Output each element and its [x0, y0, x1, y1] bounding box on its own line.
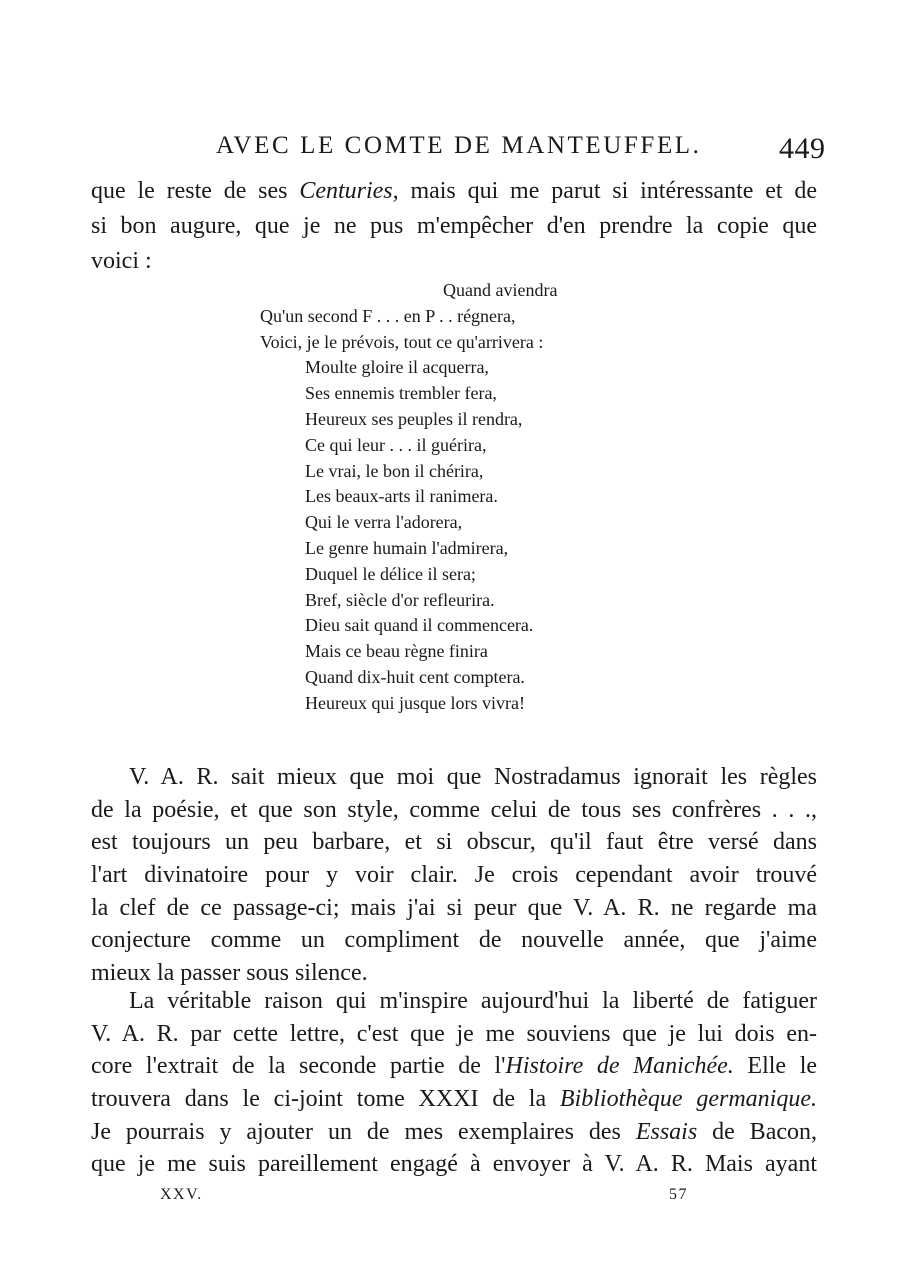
text-line: V. A. R. par cette lettre, c'est que je me souviens que je lui dois en-: [91, 1020, 817, 1047]
text-line: de la poésie, et que son style, comme celui de tous ses confrères . . .,: [91, 796, 817, 823]
italic-title-centuries: Centuries,: [299, 178, 399, 204]
poem-line: Le genre humain l'admirera,: [305, 537, 509, 558]
poem-line: Moulte gloire il acquerra,: [305, 357, 489, 378]
text-line: [91, 174, 817, 209]
poem-line: Ce qui leur . . . il guérira,: [305, 434, 487, 455]
poem-line: Quand dix-huit cent comptera.: [305, 666, 525, 687]
prophecy-poem: [260, 278, 620, 717]
text-run: de Bacon,: [697, 1118, 817, 1145]
poem-line: Les beaux-arts il ranimera.: [305, 486, 498, 507]
poem-line: Quand aviendra: [443, 280, 558, 300]
text-line: l'art divinatoire pour y voir clair. Je crois cependant avoir trouvé: [91, 862, 817, 889]
text-run: que le reste de ses: [91, 178, 300, 204]
poem-line: Ses ennemis trembler fera,: [305, 383, 497, 404]
paragraph-2: [91, 761, 817, 990]
gathering-number: 57: [669, 1186, 688, 1203]
text-line: si bon augure, que je ne pus m'empêcher d'en prendre la copie que: [91, 213, 817, 239]
text-line: V. A. R. sait mieux que moi que Nostradamus ignorait les règles: [129, 764, 817, 790]
text-line: conjecture comme un compliment de nouvelle année, que j'aime: [91, 927, 817, 954]
italic-title-manichee: Histoire de Manichée.: [505, 1053, 734, 1080]
poem-line: Heureux qui jusque lors vivra!: [305, 692, 525, 713]
text-run: core l'extrait de la seconde partie de l': [91, 1053, 506, 1080]
running-title: AVEC LE COMTE DE MANTEUFFEL.: [216, 132, 702, 159]
running-head: [0, 128, 900, 168]
text-line: [91, 1116, 817, 1149]
poem-line: Mais ce beau règne finira: [305, 641, 488, 662]
text-run: Je pourrais y ajouter un de mes exemplaires des: [91, 1118, 636, 1145]
text-line: [91, 1050, 817, 1083]
poem-line: Le vrai, le bon il chérira,: [305, 460, 484, 481]
poem-line: Voici, je le prévois, tout ce qu'arrivera :: [260, 331, 544, 352]
paragraph-1: [91, 174, 817, 279]
text-run: Elle le: [733, 1053, 818, 1080]
text-line: la clef de ce passage-ci; mais j'ai si peur que V. A. R. ne regarde ma: [91, 894, 817, 921]
italic-title-essais: Essais: [635, 1118, 698, 1145]
text-line: mieux la passer sous silence.: [91, 960, 368, 987]
text-line: voici :: [91, 248, 152, 274]
poem-line: Bref, siècle d'or refleurira.: [305, 589, 495, 610]
italic-title-bibliotheque: Bibliothèque germanique.: [559, 1086, 817, 1113]
page-number: 449: [779, 132, 826, 165]
text-line: La véritable raison qui m'inspire aujourd'hui la liberté de fatiguer: [129, 988, 817, 1014]
text-line: est toujours un peu barbare, et si obscur, qu'il faut être versé dans: [91, 829, 817, 856]
signature-mark: XXV.: [160, 1186, 203, 1203]
text-line: que je me suis pareillement engagé à envoyer à V. A. R. Mais ayant: [91, 1151, 817, 1178]
text-run: mais qui me parut si intéressante et de: [398, 178, 817, 204]
text-run: trouvera dans le ci-joint tome XXXI de la: [91, 1086, 560, 1113]
poem-line: Qu'un second F . . . en P . . régnera,: [260, 305, 516, 326]
paragraph-3: [91, 985, 817, 1181]
poem-line: Qui le verra l'adorera,: [305, 512, 463, 533]
poem-line: Heureux ses peuples il rendra,: [305, 408, 523, 429]
poem-line: Dieu sait quand il commencera.: [305, 615, 534, 636]
poem-line: Duquel le délice il sera;: [305, 563, 476, 584]
text-line: [91, 1083, 817, 1116]
